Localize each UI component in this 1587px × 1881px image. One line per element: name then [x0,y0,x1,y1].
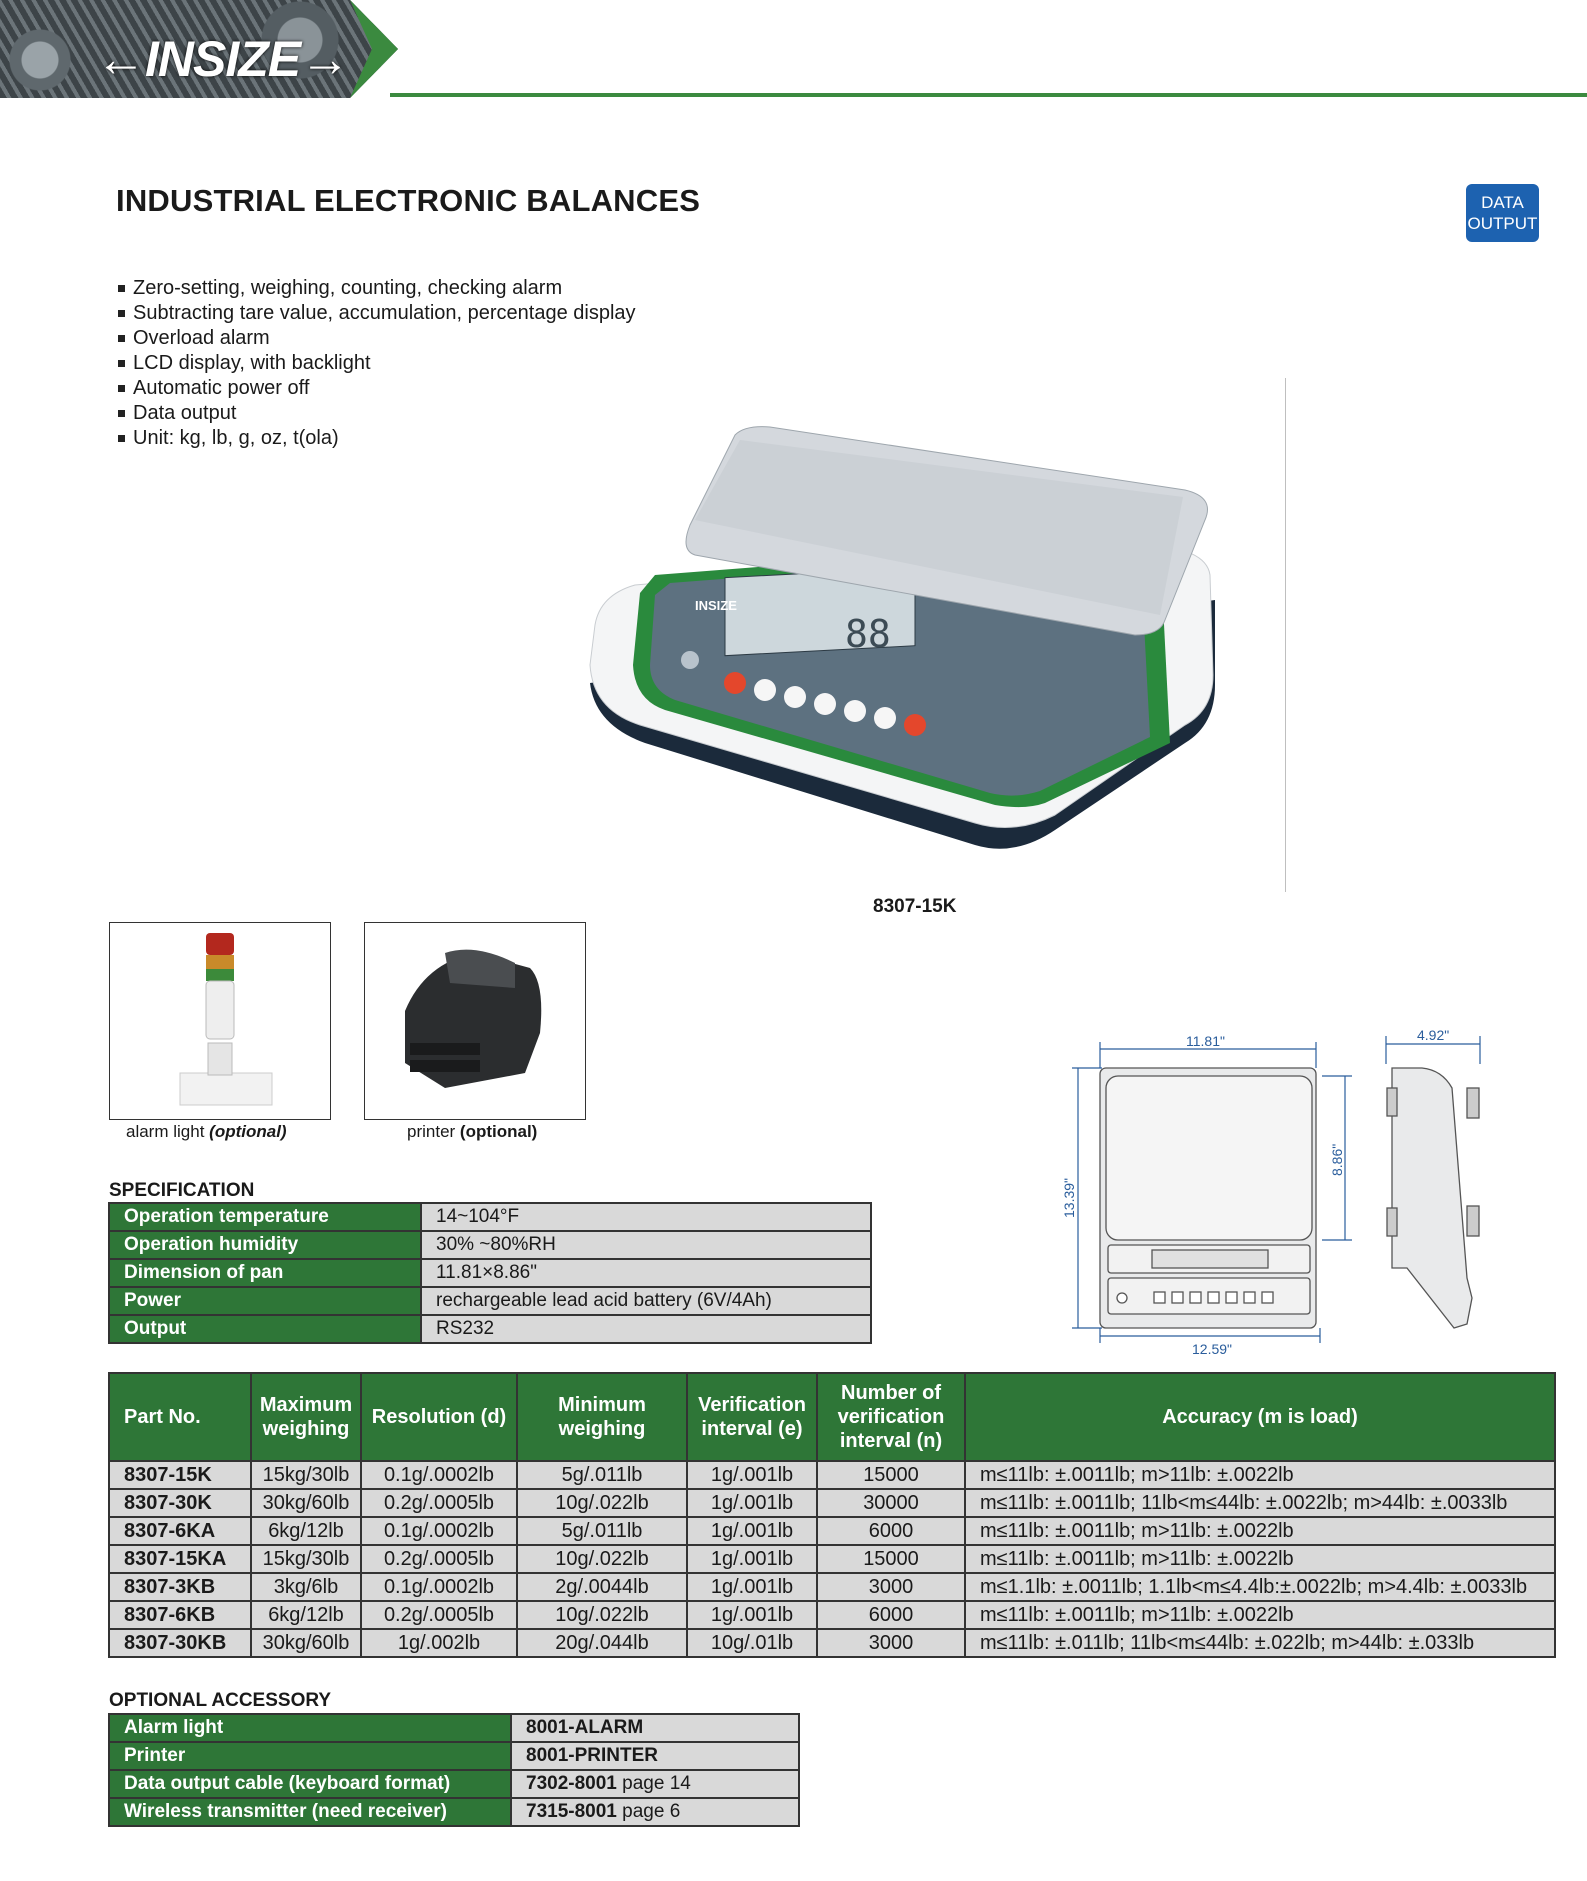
accuracy-cell: m≤11lb: ±.0011lb; m>11lb: ±.0022lb [965,1517,1555,1545]
col-number-intervals: Number of verification interval (n) [817,1373,965,1461]
accuracy-cell: m≤11lb: ±.0011lb; m>11lb: ±.0022lb [965,1545,1555,1573]
spec-row [109,1259,871,1287]
parts-row [109,1489,1555,1517]
accessory-code-cell [511,1770,799,1798]
spec-row [109,1231,871,1259]
spec-row [109,1203,871,1231]
accessory-row [109,1714,799,1742]
resolution-cell: 0.2g/.0005lb [361,1601,517,1629]
data-output-badge [1466,184,1539,242]
resolution-cell: 0.1g/.0002lb [361,1573,517,1601]
spec-value: 11.81×8.86" [421,1259,871,1287]
accessory-row [109,1770,799,1798]
balance-product-image [585,425,1225,855]
accessory-code-cell [511,1798,799,1826]
verification-interval-cell: 1g/.001lb [687,1573,817,1601]
dim-base-label: 12.59" [1192,1341,1233,1357]
spec-key: Power [109,1287,421,1315]
dim-height-label: 13.39" [1061,1177,1077,1218]
resolution-cell: 1g/.002lb [361,1629,517,1657]
spec-key: Operation humidity [109,1231,421,1259]
dimension-drawing [1061,1027,1502,1357]
max-weighing-cell: 30kg/60lb [251,1629,361,1657]
spec-value: RS232 [421,1315,871,1343]
max-weighing-cell: 15kg/30lb [251,1461,361,1489]
verification-interval-cell: 1g/.001lb [687,1545,817,1573]
spec-key: Output [109,1315,421,1343]
number-intervals-cell: 3000 [817,1573,965,1601]
part-no-cell: 8307-15KA [109,1545,251,1573]
badge-line-1: DATA [1481,193,1524,212]
caption-label: alarm light [126,1122,205,1141]
part-no-cell: 8307-15K [109,1461,251,1489]
accuracy-cell: m≤11lb: ±.011lb; 11lb<m≤44lb: ±.022lb; m>44lb: ±.033lb [965,1629,1555,1657]
resolution-cell: 0.1g/.0002lb [361,1461,517,1489]
accessory-code: 7315-8001 [526,1801,617,1822]
max-weighing-cell: 15kg/30lb [251,1545,361,1573]
printer-photo [364,922,586,1120]
product-caption: 8307-15K [873,896,957,917]
feature-item: Overload alarm [118,326,636,351]
parts-body [109,1461,1555,1657]
alarm-light-caption [126,1122,287,1142]
parts-row [109,1629,1555,1657]
part-no-cell: 8307-30K [109,1489,251,1517]
accessory-row [109,1798,799,1826]
verification-interval-cell: 1g/.001lb [687,1489,817,1517]
badge-line-2: OUTPUT [1467,214,1538,233]
accessory-page: page 6 [622,1801,681,1822]
col-accuracy: Accuracy (m is load) [965,1373,1555,1461]
header-banner [0,0,1587,98]
accessory-name: Alarm light [109,1714,511,1742]
min-weighing-cell: 10g/.022lb [517,1489,687,1517]
accessory-name: Data output cable (keyboard format) [109,1770,511,1798]
part-no-cell: 8307-3KB [109,1573,251,1601]
accessory-row [109,1742,799,1770]
caption-note: (optional) [459,1122,538,1141]
max-weighing-cell: 6kg/12lb [251,1517,361,1545]
min-weighing-cell: 2g/.0044lb [517,1573,687,1601]
accessory-code-cell [511,1742,799,1770]
resolution-cell: 0.2g/.0005lb [361,1545,517,1573]
alarm-light-image [110,923,330,1119]
svg-text:88: 88 [845,612,891,656]
max-weighing-cell: 30kg/60lb [251,1489,361,1517]
max-weighing-cell: 3kg/6lb [251,1573,361,1601]
min-weighing-cell: 10g/.022lb [517,1545,687,1573]
feature-list [118,276,636,451]
parts-row [109,1545,1555,1573]
part-no-cell: 8307-30KB [109,1629,251,1657]
brand-logo: ←INSIZE→ [96,31,350,87]
verification-interval-cell: 10g/.01lb [687,1629,817,1657]
accessory-code: 8001-PRINTER [526,1745,658,1766]
accuracy-cell: m≤1.1lb: ±.0011lb; 1.1lb<m≤4.4lb:±.0022lb; m>4.4lb: ±.0033lb [965,1573,1555,1601]
printer-caption [407,1122,537,1142]
accessory-code-cell [511,1714,799,1742]
col-resolution: Resolution (d) [361,1373,517,1461]
part-no-cell: 8307-6KB [109,1601,251,1629]
part-no-cell: 8307-6KA [109,1517,251,1545]
verification-interval-cell: 1g/.001lb [687,1517,817,1545]
header-rule [390,93,1587,97]
number-intervals-cell: 6000 [817,1517,965,1545]
caption-label: printer [407,1122,456,1141]
specification-title: SPECIFICATION [109,1180,255,1201]
page-title: INDUSTRIAL ELECTRONIC BALANCES [116,183,701,218]
dim-width-label: 11.81" [1186,1033,1225,1049]
verification-interval-cell: 1g/.001lb [687,1461,817,1489]
feature-item: Zero-setting, weighing, counting, checking alarm [118,276,636,301]
number-intervals-cell: 15000 [817,1461,965,1489]
number-intervals-cell: 6000 [817,1601,965,1629]
accessory-name: Printer [109,1742,511,1770]
spec-row [109,1287,871,1315]
verification-interval-cell: 1g/.001lb [687,1601,817,1629]
spec-value: 30% ~80%RH [421,1231,871,1259]
parts-row [109,1601,1555,1629]
min-weighing-cell: 10g/.022lb [517,1601,687,1629]
col-verification-interval: Verification interval (e) [687,1373,817,1461]
caption-note: (optional) [209,1122,287,1141]
accessory-code: 8001-ALARM [526,1717,644,1738]
feature-item: LCD display, with backlight [118,351,636,376]
col-part-no: Part No. [109,1373,251,1461]
alarm-light-photo [109,922,331,1120]
feature-item: Unit: kg, lb, g, oz, t(ola) [118,426,636,451]
number-intervals-cell: 15000 [817,1545,965,1573]
feature-item: Data output [118,401,636,426]
optional-accessory-title: OPTIONAL ACCESSORY [109,1690,332,1711]
parts-row [109,1461,1555,1489]
parts-table [108,1372,1556,1658]
spec-row [109,1315,871,1343]
feature-item: Subtracting tare value, accumulation, percentage display [118,301,636,326]
accuracy-cell: m≤11lb: ±.0011lb; m>11lb: ±.0022lb [965,1601,1555,1629]
accuracy-cell: m≤11lb: ±.0011lb; 11lb<m≤44lb: ±.0022lb; m>44lb: ±.0033lb [965,1489,1555,1517]
col-max-weighing: Maximum weighing [251,1373,361,1461]
specification-table [108,1202,872,1344]
parts-header-row [109,1373,1555,1461]
spec-key: Operation temperature [109,1203,421,1231]
resolution-cell: 0.1g/.0002lb [361,1517,517,1545]
col-min-weighing: Minimum weighing [517,1373,687,1461]
accuracy-cell: m≤11lb: ±.0011lb; m>11lb: ±.0022lb [965,1461,1555,1489]
max-weighing-cell: 6kg/12lb [251,1601,361,1629]
min-weighing-cell: 5g/.011lb [517,1461,687,1489]
number-intervals-cell: 30000 [817,1489,965,1517]
min-weighing-cell: 5g/.011lb [517,1517,687,1545]
resolution-cell: 0.2g/.0005lb [361,1489,517,1517]
spec-value: 14~104°F [421,1203,871,1231]
optional-accessory-table [108,1713,800,1827]
divider-line [1285,378,1286,892]
parts-row [109,1573,1555,1601]
number-intervals-cell: 3000 [817,1629,965,1657]
accessory-code: 7302-8001 [526,1773,617,1794]
min-weighing-cell: 20g/.044lb [517,1629,687,1657]
dim-side-label: 4.92" [1417,1027,1450,1043]
spec-value: rechargeable lead acid battery (6V/4Ah) [421,1287,871,1315]
feature-item: Automatic power off [118,376,636,401]
parts-row [109,1517,1555,1545]
dim-depth-label: 8.86" [1329,1143,1345,1176]
svg-text:INSIZE: INSIZE [695,598,737,613]
printer-image [365,923,585,1119]
accessory-name: Wireless transmitter (need receiver) [109,1798,511,1826]
accessory-page: page 14 [622,1773,691,1794]
spec-key: Dimension of pan [109,1259,421,1287]
